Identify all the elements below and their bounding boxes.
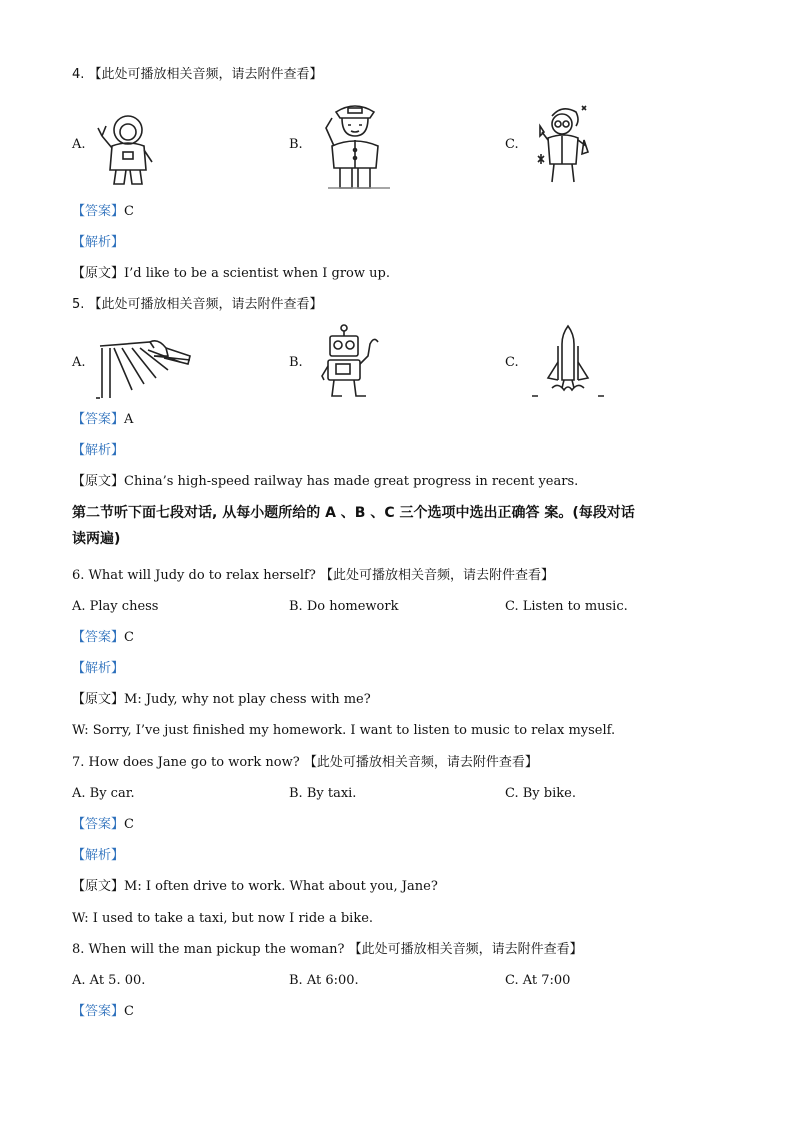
q5-option-a-label: A. — [72, 355, 86, 370]
q6-analysis-row — [72, 660, 124, 678]
q5-answer: A — [124, 412, 134, 427]
analysis-tag: 【解析】 — [72, 443, 125, 458]
section-heading — [72, 500, 722, 552]
q6-option-a: A. Play chess — [72, 599, 159, 614]
original-tag: 【原文】 — [72, 474, 125, 489]
q6-option-c: C. Listen to music. — [505, 599, 628, 614]
q6-original-row — [72, 691, 371, 709]
q4-original-row — [72, 265, 390, 283]
q4-analysis-row — [72, 234, 124, 252]
answer-tag: 【答案】 — [72, 817, 125, 832]
answer-tag: 【答案】 — [72, 412, 125, 427]
q7-original-row — [72, 878, 438, 896]
answer-tag: 【答案】 — [72, 1004, 125, 1019]
q7-option-b: B. By taxi. — [289, 786, 357, 801]
astronaut-picture — [92, 108, 164, 188]
q8-option-a: A. At 5. 00. — [72, 973, 146, 988]
q4-answer: C — [124, 204, 134, 219]
q8-answer: C — [124, 1004, 134, 1019]
q7-original-text: M: I often drive to work. What about you, Jane? — [124, 879, 438, 894]
q6-option-b: B. Do homework — [289, 599, 399, 614]
q4-option-c-label: C. — [505, 137, 519, 152]
q8-title: 8. When will the man pickup the woman? 【此处可播放相关音频，请去附件查看】 — [72, 942, 583, 957]
q8-option-b: B. At 6:00. — [289, 973, 359, 988]
q4-option-a-label: A. — [72, 137, 86, 152]
high-speed-train-picture — [92, 334, 194, 402]
analysis-tag: 【解析】 — [72, 661, 125, 676]
q4-option-b-label: B. — [289, 137, 303, 152]
q7-answer: C — [124, 817, 134, 832]
q4-title: 4. 【此处可播放相关音频，请去附件查看】 — [72, 67, 323, 82]
q5-answer-row — [72, 411, 133, 429]
section-heading-line-2: 读两遍) — [72, 531, 121, 547]
original-tag: 【原文】 — [72, 266, 125, 281]
q5-original-text: China’s high-speed railway has made great progress in recent years. — [124, 474, 579, 489]
section-heading-line-1: 第二节听下面七段对话, 从每小题所给的 A 、B 、C 三个选项中选出正确答 案。(每段对话 — [72, 505, 635, 521]
answer-tag: 【答案】 — [72, 630, 125, 645]
analysis-tag: 【解析】 — [72, 235, 125, 250]
q7-option-a: A. By car. — [72, 786, 135, 801]
q5-title: 5. 【此处可播放相关音频，请去附件查看】 — [72, 297, 323, 312]
space-shuttle-picture — [528, 322, 608, 400]
q5-original-row — [72, 473, 578, 491]
q5-option-b-label: B. — [289, 355, 303, 370]
q7-answer-row — [72, 816, 134, 834]
q6-answer: C — [124, 630, 134, 645]
answer-tag: 【答案】 — [72, 204, 125, 219]
q7-analysis-row — [72, 847, 124, 865]
q6-original-text: M: Judy, why not play chess with me? — [124, 692, 371, 707]
q5-option-c-label: C. — [505, 355, 519, 370]
police-officer-picture — [318, 98, 392, 190]
q8-option-c: C. At 7:00 — [505, 973, 571, 988]
q5-analysis-row — [72, 442, 124, 460]
scientist-picture — [532, 102, 596, 186]
q7-original-text-2: W: I used to take a taxi, but now I ride a bike. — [72, 911, 374, 926]
q8-answer-row — [72, 1003, 134, 1021]
original-tag: 【原文】 — [72, 879, 125, 894]
q4-original-text: I’d like to be a scientist when I grow up. — [124, 266, 390, 281]
q7-title: 7. How does Jane go to work now? 【此处可播放相关音频，请去附件查看】 — [72, 755, 538, 770]
q4-answer-row — [72, 203, 134, 221]
q6-original-text-2: W: Sorry, I’ve just finished my homework. I want to listen to music to relax myself. — [72, 723, 616, 738]
q7-option-c: C. By bike. — [505, 786, 576, 801]
analysis-tag: 【解析】 — [72, 848, 125, 863]
robot-picture — [316, 324, 382, 400]
original-tag: 【原文】 — [72, 692, 125, 707]
q6-answer-row — [72, 629, 134, 647]
q6-title: 6. What will Judy do to relax herself? 【此处可播放相关音频，请去附件查看】 — [72, 568, 554, 583]
